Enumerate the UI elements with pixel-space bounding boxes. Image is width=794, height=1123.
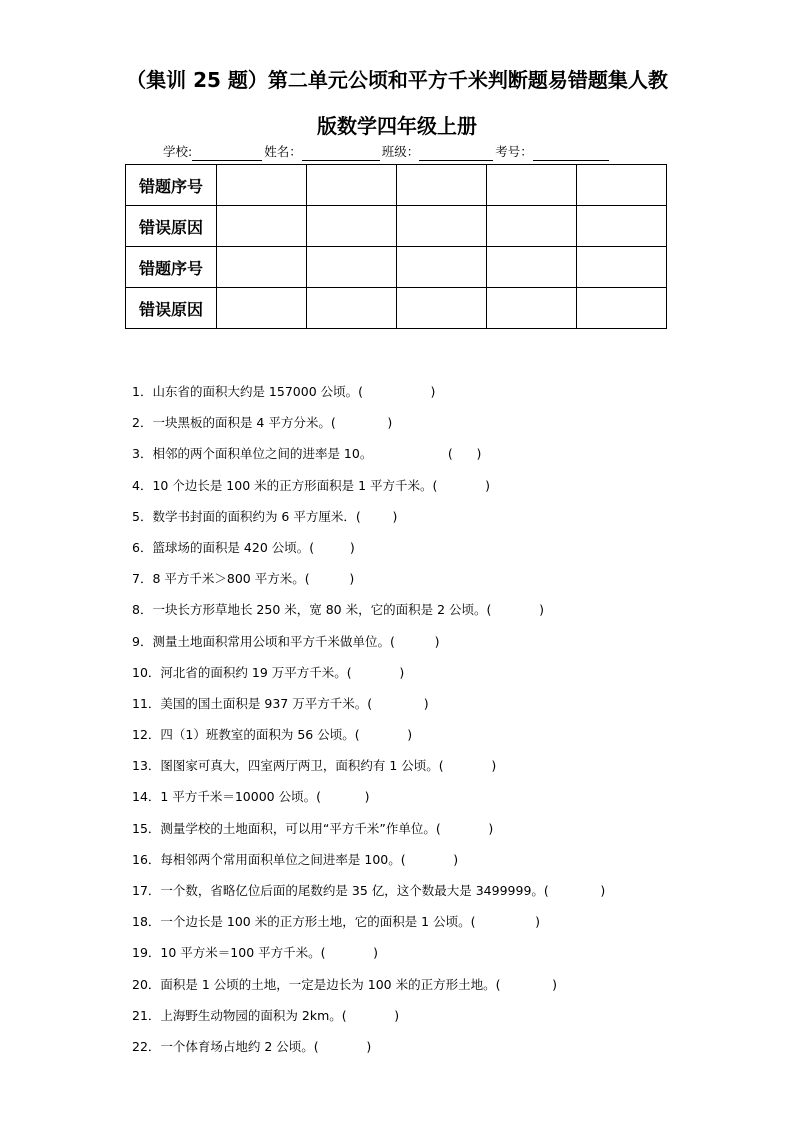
table-cell[interactable]: [217, 206, 307, 247]
question-item: 21．上海野生动物园的面积为 2km。( ): [132, 1007, 400, 1023]
table-cell[interactable]: [307, 165, 397, 206]
student-info-row: [163, 143, 611, 161]
question-item: 5．数学书封面的面积约为 6 平方厘米．( ): [132, 508, 398, 524]
question-item: 8．一块长方形草地长 250 米，宽 80 米，它的面积是 2 公顷。( ): [132, 602, 544, 618]
exam-number-blank[interactable]: [533, 147, 609, 161]
school-label: 学校:: [163, 144, 193, 159]
table-cell[interactable]: [487, 247, 577, 288]
table-row: [126, 165, 667, 206]
question-item: 2．一块黑板的面积是 4 平方分米。( ): [132, 415, 393, 431]
table-cell[interactable]: [217, 165, 307, 206]
question-item: 3．相邻的两个面积单位之间的进率是 10。 ( ): [132, 446, 482, 462]
school-blank[interactable]: [192, 147, 262, 161]
table-cell[interactable]: [487, 206, 577, 247]
table-cell[interactable]: [307, 206, 397, 247]
table-cell[interactable]: [307, 247, 397, 288]
table-cell[interactable]: [577, 288, 667, 329]
question-item: 19．10 平方米＝100 平方千米。( ): [132, 945, 379, 961]
row-header-error-reason: 错误原因: [126, 288, 217, 329]
question-item: 9．测量土地面积常用公顷和平方千米做单位。( ): [132, 633, 440, 649]
table-row: [126, 288, 667, 329]
name-blank[interactable]: [302, 147, 380, 161]
error-record-table: [125, 164, 667, 329]
question-item: 18．一个边长是 100 米的正方形土地，它的面积是 1 公顷。( ): [132, 914, 540, 930]
question-list: [132, 380, 752, 1066]
question-item: 22．一个体育场占地约 2 公顷。( ): [132, 1038, 372, 1054]
document-title-line-1: （集训 25 题）第二单元公顷和平方千米判断题易错题集人教: [126, 68, 668, 92]
exam-number-label: 考号：: [495, 144, 533, 159]
table-row: [126, 247, 667, 288]
document-title-line-2: 版数学四年级上册: [317, 114, 477, 138]
table-cell[interactable]: [577, 247, 667, 288]
question-item: 15．测量学校的土地面积，可以用“平方千米”作单位。( ): [132, 820, 494, 836]
table-cell[interactable]: [487, 165, 577, 206]
table-cell[interactable]: [397, 165, 487, 206]
table-cell[interactable]: [487, 288, 577, 329]
table-cell[interactable]: [217, 247, 307, 288]
question-item: 20．面积是 1 公顷的土地，一定是边长为 100 米的正方形土地。( ): [132, 976, 558, 992]
question-item: 12．四（1）班教室的面积为 56 公顷。( ): [132, 727, 413, 743]
question-item: 10．河北省的面积约 19 万平方千米。( ): [132, 664, 405, 680]
row-header-error-reason: 错误原因: [126, 206, 217, 247]
question-item: 6．篮球场的面积是 420 公顷。( ): [132, 539, 355, 555]
question-item: 13．图图家可真大，四室两厅两卫，面积约有 1 公顷。( ): [132, 758, 497, 774]
table-cell[interactable]: [577, 165, 667, 206]
table-cell[interactable]: [397, 206, 487, 247]
question-item: 1．山东省的面积大约是 157000 公顷。( ): [132, 384, 436, 399]
class-label: 班级：: [381, 144, 420, 159]
table-cell[interactable]: [397, 247, 487, 288]
table-cell[interactable]: [397, 288, 487, 329]
name-label: 姓名：: [264, 144, 302, 159]
question-item: 14．1 平方千米＝10000 公顷。( ): [132, 789, 370, 805]
table-cell[interactable]: [307, 288, 397, 329]
table-cell[interactable]: [217, 288, 307, 329]
table-cell[interactable]: [577, 206, 667, 247]
class-blank[interactable]: [419, 147, 493, 161]
row-header-error-number: 错题序号: [126, 165, 217, 206]
table-row: [126, 206, 667, 247]
question-item: 17．一个数，省略亿位后面的尾数约是 35 亿，这个数最大是 3499999。( ): [132, 883, 606, 898]
question-item: 11．美国的国土面积是 937 万平方千米。( ): [132, 695, 429, 711]
question-item: 16．每相邻两个常用面积单位之间进率是 100。( ): [132, 851, 459, 867]
question-item: 4．10 个边长是 100 米的正方形面积是 1 平方千米。( ): [132, 477, 490, 493]
row-header-error-number: 错题序号: [126, 247, 217, 288]
question-item: 7．8 平方千米＞800 平方米。( ): [132, 571, 355, 587]
